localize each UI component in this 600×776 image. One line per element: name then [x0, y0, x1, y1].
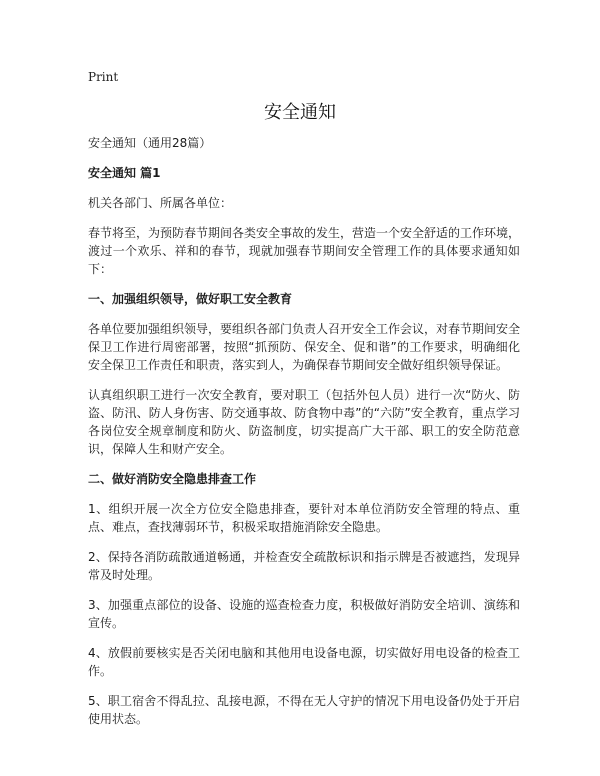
page-title: 安全通知 — [264, 102, 336, 123]
intro-paragraph: 春节将至，为预防春节期间各类安全事故的发生，营造一个安全舒适的工作环境，渡过一个欢乐、祥和的春节，现就加强春节期间安全管理工作的具体要求通知如下： — [88, 226, 521, 276]
section-1-paragraph-1: 各单位要加强组织领导，要组织各部门负责人召开安全工作会议，对春节期间安全保卫工作进行周密部署，按照“抓预防、保安全、促和谐”的工作要求，明确细化安全保卫工作责任和职责，落实到人，为确保春节期间安全做好组织领导保证。 — [88, 322, 521, 372]
document-body — [88, 134, 520, 740]
section-2-heading: 二、做好消防安全隐患排查工作 — [88, 472, 257, 486]
salutation: 机关各部门、所属各单位： — [88, 196, 233, 210]
section-2-item-3: 3、加强重点部位的设备、设施的巡查检查力度，积极做好消防安全培训、演练和宣传。 — [88, 598, 520, 630]
print-label: Print — [88, 70, 119, 84]
section-1-heading: 一、加强组织领导，做好职工安全教育 — [88, 292, 293, 306]
section-1-paragraph-2: 认真组织职工进行一次安全教育，要对职工（包括外包人员）进行一次“防火、防盗、防汛、防人身伤害、防交通事故、防食物中毒”的“六防”安全教育，重点学习各岗位安全规章制度和防火、防盗制度，切实提高广大干部、职工的安全防范意识，保障人生和财产安全。 — [88, 388, 520, 456]
article-heading: 安全通知 篇1 — [88, 166, 161, 180]
section-2-item-5: 5、职工宿舍不得乱拉、乱接电源，不得在无人守护的情况下用电设备仍处于开启使用状态。 — [88, 694, 520, 726]
section-2-item-4: 4、放假前要核实是否关闭电脑和其他用电设备电源，切实做好用电设备的检查工作。 — [88, 646, 520, 678]
document-subtitle: 安全通知（通用28篇） — [88, 136, 212, 150]
section-2-item-1: 1、组织开展一次全方位安全隐患排查，要针对本单位消防安全管理的特点、重点、难点，查找薄弱环节，积极采取措施消除安全隐患。 — [88, 502, 520, 534]
section-2-item-2: 2、保持各消防疏散通道畅通，并检查安全疏散标识和指示牌是否被遮挡，发现异常及时处理。 — [88, 550, 520, 582]
